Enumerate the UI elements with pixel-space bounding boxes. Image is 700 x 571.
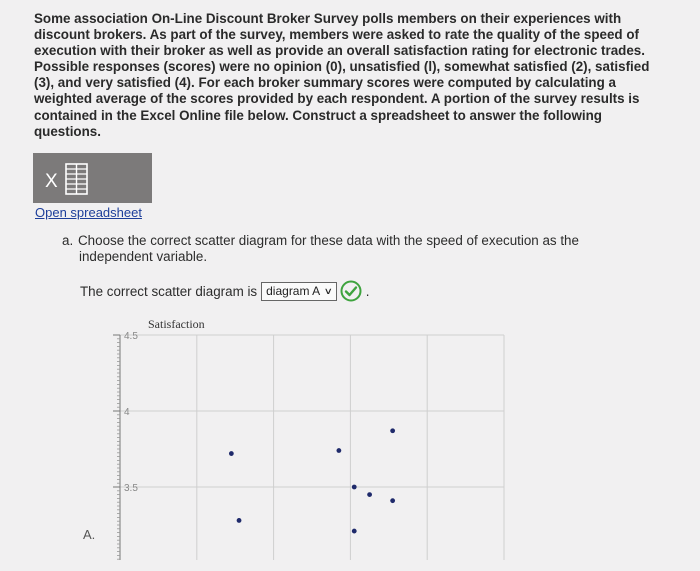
scatter-point (352, 529, 357, 534)
y-tick-label: 4.5 (124, 331, 138, 342)
scatter-point (367, 492, 372, 497)
excel-file-tile[interactable] (33, 153, 152, 203)
open-spreadsheet-link[interactable]: Open spreadsheet (35, 205, 142, 220)
check-circle-icon (340, 280, 362, 302)
scatter-point (237, 518, 242, 523)
problem-statement: Some association On-Line Discount Broker Survey polls members on their experiences with discount brokers. As part of the survey, members were asked to rate the quality of the speed of execution with their broker as well as provide an overall satisfaction rating for electronic trades. Possible responses (scores) were no opinion (0), unsatisfied (l), somewhat satisfied (2), satisfied (3), and very satisfied (4). For each broker summary scores were computed by calculating a weighted average of the scores provided by each respondent. A portion of the survey results is contained in the Excel Online file below. Construct a spreadsheet to answer the following questions. (34, 11, 650, 139)
scatter-point (229, 451, 234, 456)
scatter-point (336, 448, 341, 453)
chevron-down-icon: ∨ (323, 285, 334, 296)
svg-text:X: X (45, 171, 58, 192)
scatter-point (390, 428, 395, 433)
scatter-point (352, 485, 357, 490)
question-text-line2: independent variable. (79, 249, 208, 264)
y-axis-label: Satisfaction (148, 317, 205, 331)
answer-suffix: . (365, 283, 370, 299)
diagram-select[interactable] (261, 282, 337, 301)
answer-row (80, 280, 369, 302)
question-a (62, 233, 652, 265)
scatter-point (390, 498, 395, 503)
diagram-select-value: diagram A (266, 284, 321, 298)
y-tick-label: 3.5 (124, 483, 138, 494)
excel-icon (39, 159, 89, 197)
option-label: A. (83, 527, 96, 542)
question-letter: a. (62, 233, 74, 248)
question-text-line1: Choose the correct scatter diagram for these data with the speed of execution as the (78, 233, 579, 248)
answer-prefix: The correct scatter diagram is (80, 283, 258, 299)
y-tick-label: 4 (124, 407, 130, 418)
